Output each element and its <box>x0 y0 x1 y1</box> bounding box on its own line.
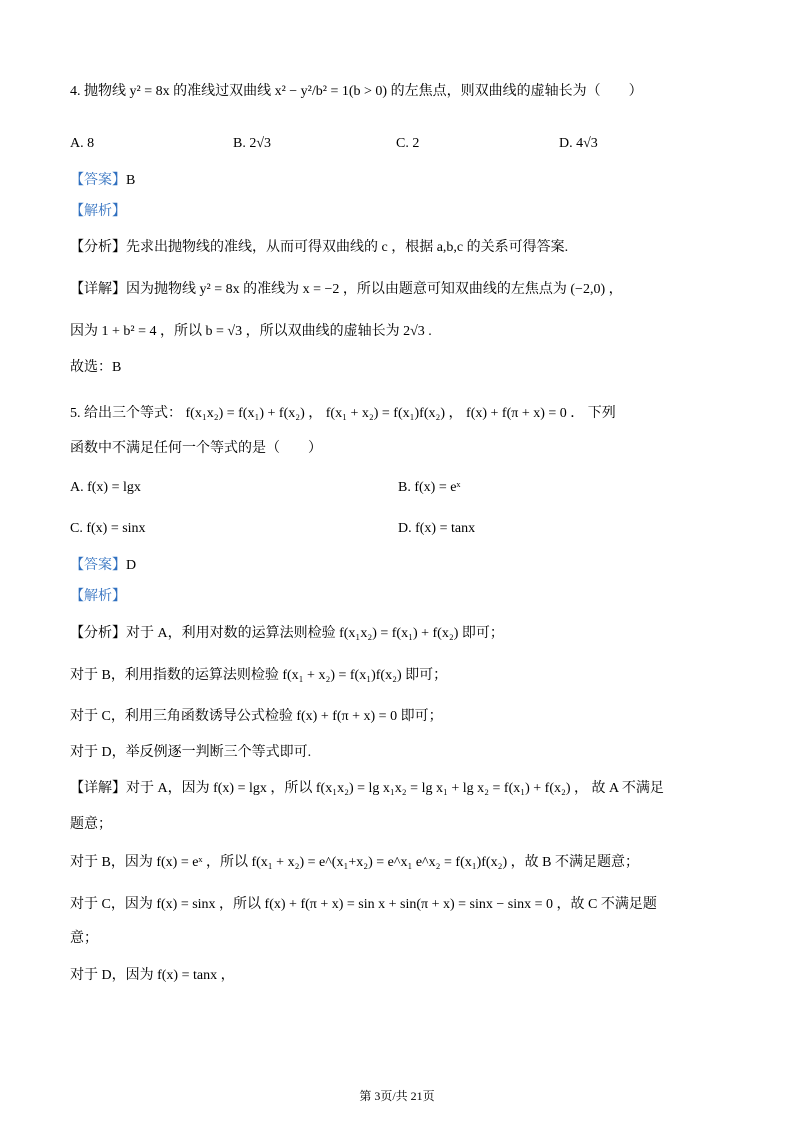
q4-answer-tag: 【答案】 <box>70 173 126 188</box>
q5-analysis-1-text: 对于 A，利用对数的运算法则检验 f(x₁x₂) = f(x₁) + f(x₂) 即可； <box>126 626 504 641</box>
q5-answer: D <box>126 558 137 573</box>
q4-analysis-tag: 【解析】 <box>70 204 126 219</box>
q4-option-c: C. 2 <box>396 136 420 151</box>
q5-detail-d: 对于 D，因为 f(x) = tanx ， <box>70 968 235 983</box>
q5-analysis-3: 对于 C，利用三角函数诱导公式检验 f(x) + f(π + x) = 0 即可； <box>70 709 443 724</box>
q5-answer-line <box>70 556 754 576</box>
q5-stem-1: 5. 给出三个等式： f(x₁x₂) = f(x₁) + f(x₂) ， f(x₁ + x₂) = f(x₁)f(x₂) ， f(x) + f(π + x) = 0 ． 下列 <box>70 406 616 421</box>
q4-analysis-label: 【分析】 <box>70 240 126 255</box>
q4-option-a: A. 8 <box>70 136 95 151</box>
q4-detail-label: 【详解】 <box>70 282 126 297</box>
page-footer: 第 3页/共 21页 <box>359 1089 435 1103</box>
q5-option-a: A. f(x) = lgx <box>70 480 141 495</box>
q5-detail-a1-text: 对于 A，因为 f(x) = lgx ，所以 f(x₁x₂) = lg x₁x₂ = lg x₁ + lg x₂ = f(x₁) + f(x₂) ， 故 A 不满足 <box>126 781 664 796</box>
q5-option-d: D. f(x) = tanx <box>398 521 476 536</box>
q5-detail-c1: 对于 C，因为 f(x) = sinx ，所以 f(x) + f(π + x) = sin x + sin(π + x) = sinx − sinx = 0 ，故 C 不满足题 <box>70 897 657 912</box>
q5-option-b: B. f(x) = eˣ <box>398 480 461 495</box>
q4-detail-1 <box>70 280 754 300</box>
q5-stem-2: 函数中不满足任何一个等式的是（ ） <box>70 441 322 456</box>
q5-detail-b: 对于 B，因为 f(x) = eˣ ，所以 f(x₁ + x₂) = e^(x₁+x₂) = e^x₁ e^x₂ = f(x₁)f(x₂) ，故 B 不满足题意； <box>70 855 639 870</box>
q5-detail-a1 <box>70 779 754 799</box>
q4-option-b: B. 2√3 <box>233 136 272 151</box>
q5-option-c: C. f(x) = sinx <box>70 521 146 536</box>
q5-analysis-1 <box>70 624 754 644</box>
q4-analysis-text: 先求出抛物线的准线，从而可得双曲线的 c ，根据 a,b,c 的关系可得答案. <box>126 240 569 255</box>
q4-analysis <box>70 238 754 258</box>
q4-answer-line <box>70 171 754 191</box>
q4-detail-1-text: 因为抛物线 y² = 8x 的准线为 x = −2 ，所以由题意可知双曲线的左焦点为 (−2,0) ， <box>126 282 623 297</box>
q4-choose: 故选：B <box>70 360 122 375</box>
q4-stem: 4. 抛物线 y² = 8x 的准线过双曲线 x² − y²/b² = 1(b > 0) 的左焦点，则双曲线的虚轴长为（ ） <box>70 84 643 99</box>
q5-detail-a2: 题意； <box>70 817 112 832</box>
q5-analysis-label: 【分析】 <box>70 626 126 641</box>
q4-option-d: D. 4√3 <box>559 136 598 151</box>
q4-answer: B <box>126 173 136 188</box>
q5-analysis-tag: 【解析】 <box>70 589 126 604</box>
q5-analysis-2: 对于 B，利用指数的运算法则检验 f(x₁ + x₂) = f(x₁)f(x₂) 即可； <box>70 668 448 683</box>
q5-answer-tag: 【答案】 <box>70 558 126 573</box>
q5-detail-c2: 意； <box>70 931 98 946</box>
q4-detail-2: 因为 1 + b² = 4 ，所以 b = √3 ，所以双曲线的虚轴长为 2√3 . <box>70 324 432 339</box>
q5-analysis-4: 对于 D，举反例逐一判断三个等式即可. <box>70 745 312 760</box>
q5-detail-label: 【详解】 <box>70 781 126 796</box>
